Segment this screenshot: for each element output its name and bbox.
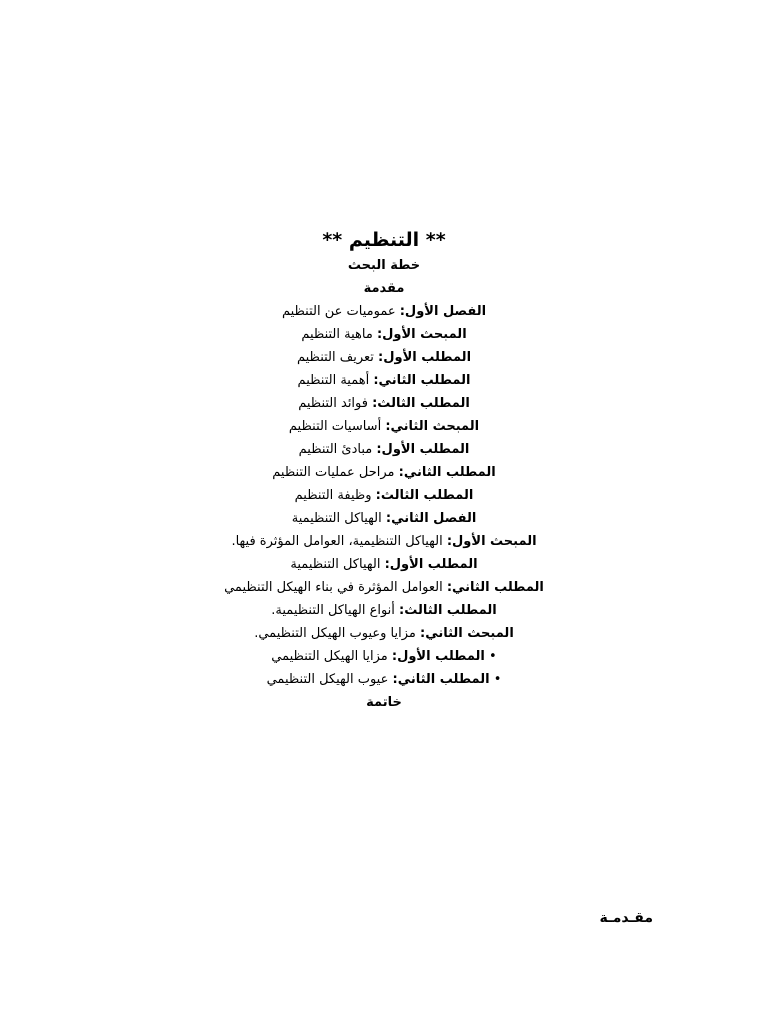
outline-entry <box>0 530 768 553</box>
outline-entry <box>0 668 768 691</box>
outline-entry <box>0 553 768 576</box>
outline-bullet: • <box>489 672 502 687</box>
outline-label: المطلب الأول: <box>376 442 470 457</box>
outline-entry <box>0 461 768 484</box>
outline-text: مزايا الهيكل التنظيمي <box>271 649 392 664</box>
outline-entry <box>0 392 768 415</box>
outline-bullet: • <box>484 649 497 664</box>
outline-label: المطلب الثالث: <box>399 603 497 618</box>
outline-text: الهياكل التنظيمية، العوامل المؤثرة فيها. <box>231 534 447 549</box>
outline-entry <box>0 622 768 645</box>
outline-entry <box>0 645 768 668</box>
outline-label: المبحث الثاني: <box>420 626 514 641</box>
outline-label: المطلب الثاني: <box>446 580 544 595</box>
outline-label: المطلب الثاني: <box>398 465 496 480</box>
outline-label: المطلب الثالث: <box>372 396 470 411</box>
outline-entry <box>0 599 768 622</box>
outline-entry <box>0 576 768 599</box>
outline-text: فوائد التنظيم <box>298 396 373 411</box>
outline-entry <box>0 323 768 346</box>
outline-entry <box>0 438 768 461</box>
document-title: ** التنظيم ** <box>322 229 446 251</box>
outline-label: المبحث الأول: <box>446 534 537 549</box>
outline-label: المطلب الأول: <box>384 557 478 572</box>
outline-label: المبحث الأول: <box>376 327 467 342</box>
outline-label: المطلب الأول: <box>391 649 485 664</box>
outline-text: مراحل عمليات التنظيم <box>272 465 399 480</box>
outline-label: الفصل الثاني: <box>385 511 477 526</box>
outline-entry <box>0 369 768 392</box>
outline-text: أنواع الهياكل التنظيمية. <box>271 603 400 618</box>
outline-label: المطلب الثاني: <box>373 373 471 388</box>
outline-text: ماهية التنظيم <box>301 327 377 342</box>
outline-text: تعريف التنظيم <box>296 350 379 365</box>
outline-label: المطلب الثاني: <box>392 672 490 687</box>
next-section-heading: مقـدمـة <box>599 910 653 926</box>
outline-text: أهمية التنظيم <box>297 373 374 388</box>
outline-entry <box>0 484 768 507</box>
outline-text: أساسيات التنظيم <box>288 419 386 434</box>
table-of-contents <box>0 226 768 714</box>
outline-text: عموميات عن التنظيم <box>281 304 400 319</box>
outline-text: مبادئ التنظيم <box>298 442 377 457</box>
outline-entry <box>0 415 768 438</box>
intro-entry: مقدمة <box>363 281 405 296</box>
outline-text: عيوب الهيكل التنظيمي <box>266 672 393 687</box>
outline-entry <box>0 300 768 323</box>
plan-heading: خطة البحث <box>347 258 421 273</box>
outline-label: المطلب الأول: <box>378 350 472 365</box>
outline-text: الهياكل التنظيمية <box>291 511 386 526</box>
outline-label: المطلب الثالث: <box>375 488 474 503</box>
outline-label: الفصل الأول: <box>399 304 487 319</box>
outline-label: المبحث الثاني: <box>385 419 480 434</box>
conclusion-entry: خاتمة <box>366 695 402 710</box>
outline-text: العوامل المؤثرة في بناء الهيكل التنظيمي <box>224 580 447 595</box>
outline-text: وظيفة التنظيم <box>294 488 376 503</box>
outline-text: مزايا وعيوب الهيكل التنظيمي. <box>254 626 420 641</box>
outline-text: الهياكل التنظيمية <box>290 557 385 572</box>
outline-entry <box>0 507 768 530</box>
outline-entry <box>0 346 768 369</box>
